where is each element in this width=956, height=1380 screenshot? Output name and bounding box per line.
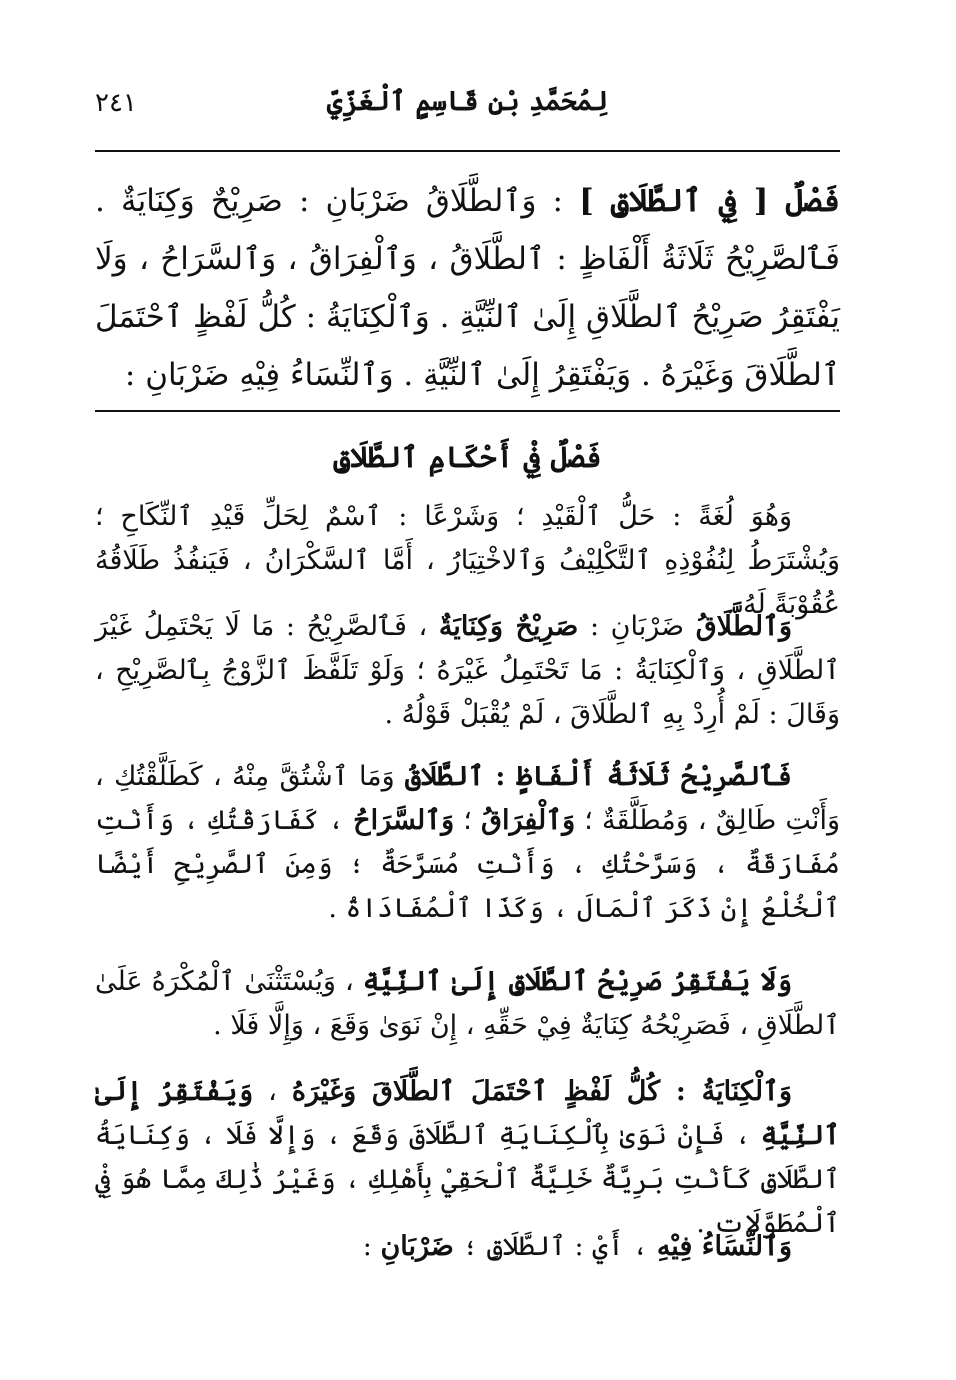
- paragraph-text: ، كَفَارَقْتُكِ ، وَأَنْتِ مُفَارَقَةٌ ، وَسَرَّحْتُكِ ، وَأَنْتِ مُسَرَّحَةٌ ؛ وَمِنَ ٱلصَّرِيْحِ أَيْضًا ٱلْخُلْعُ إِنْ ذَكَرَ ٱلْمَالَ ، وَكَذَا ٱلْمُفَادَاةُ .: [95, 805, 840, 924]
- matn-quote: وَٱلْكِنَايَةُ : كُلُّ لَفْظٍ ٱحْتَمَلَ ٱلطَّلَاقَ وَغَيْرَهُ: [291, 1076, 792, 1107]
- matn-quote: وَيَفْتَقِرُ إِلَىٰ ٱلنِّيَّةِ: [95, 1076, 840, 1151]
- page-header: [95, 82, 840, 132]
- matn-quote: وَٱلْفِرَاقُ: [481, 805, 576, 836]
- matn-quote: وَٱلطَّلَاقُ: [695, 611, 792, 642]
- header-rule: [95, 150, 840, 152]
- matn-quote: وَٱلنِّسَاءُ فِيْهِ: [656, 1231, 792, 1262]
- commentary-paragraph-2: [95, 605, 840, 737]
- matn-quote: وَٱلسَّرَاحُ: [353, 805, 455, 836]
- paragraph-text: ، فَإِنْ نَوَىٰ بِٱلْكِنَايَةِ ٱلطَّلَاقَ وَقَعَ ، وَإِلَّا فَلَا ، وَكِنَايَةُ ٱلطَّلَاقِ كَأَنْتِ بَرِيَّةٌ خَلِيَّةٌ ٱلْحَقِيْ بِأَهْلِكِ ، وَغَيْرُ ذَٰلِكَ مِمَّا هُوَ فِيْ ٱلْمُطَوَّلَاتِ .: [95, 1120, 840, 1239]
- page-number: ٢٤١: [95, 88, 137, 118]
- paragraph-text: وَمَا ٱشْتُقَّ مِنْهُ ، كَطَلَّقْتُكِ ، وَأَنْتِ طَالِقٌ ، وَمُطَلَّقَةٌ ؛: [95, 761, 840, 836]
- commentary-paragraph-6: [95, 1225, 840, 1269]
- matn-body: : وَٱلطَّلَاقُ ضَرْبَانِ : صَرِيْحٌ وَكِنَايَةٌ . فَٱلصَّرِيْحُ ثَلَاثَةُ أَلْفَاظٍ : ٱلطَّلَاقُ ، وَٱلْفِرَاقُ ، وَٱلسَّرَاحُ ، وَلَا يَفْتَقِرُ صَرِيْحُ ٱلطَّلَاقِ إِلَىٰ ٱلنِّيَّةِ . وَٱلْكِنَايَةُ : كُلُّ لَفْظٍ ٱحْتَمَلَ ٱلطَّلَاقَ وَغَيْرَهُ . وَيَفْتَقِرُ إِلَىٰ ٱلنِّيَّةِ . وَٱلنِّسَاءُ فِيْهِ ضَرْبَانِ :: [95, 183, 840, 393]
- paragraph-text: ؛: [454, 805, 482, 836]
- paragraph-text: وَهُوَ لُغَةً : حَلُّ ٱلْقَيْدِ ؛ وَشَرْعًا : ٱسْمٌ لِحَلِّ قَيْدِ ٱلنِّكَاحِ ؛ وَيُشْتَرَطُ لِنُفُوْذِهِ ٱلتَّكْلِيْفُ وَٱلاخْتِيَارُ ، أَمَّا ٱلسَّكْرَانُ ، فَيَنفُذُ طَلَاقُهُ عُقُوْبَةً لَهُ .: [95, 501, 840, 620]
- matn-quote: فَٱلصَّرِيْحُ ثَلَاثَةُ أَلْفَاظٍ : ٱلطَّلَاقُ: [405, 761, 792, 792]
- section-heading: فَصْلٌ فِيْ أَحْكَامِ ٱلطَّلَاقِ: [333, 440, 602, 474]
- matn-quote: وَلَا يَفْتَقِرُ صَرِيْحُ ٱلطَّلَاقِ إِلَىٰ ٱلنِّيَّةِ: [362, 966, 793, 997]
- paragraph-text: :: [362, 1231, 381, 1262]
- paragraph-text: ، وَيُسْتَثْنَىٰ ٱلْمُكْرَهُ عَلَىٰ ٱلطَّلَاقِ ، فَصَرِيْحُهُ كِنَايَةٌ فِيْ حَقِّهِ ، إِنْ نَوَىٰ وَقَعَ ، وَإِلَّا فَلَا .: [95, 966, 840, 1041]
- matn-heading: فَصْلٌ [ فِي ٱلطَّلَاقِ ]: [579, 183, 840, 219]
- matn-quote: صَرِيْحٌ وَكِنَايَةٌ: [438, 611, 579, 642]
- paragraph-text: ، فَٱلصَّرِيْحُ : مَا لَا يَحْتَمِلُ غَيْرَ ٱلطَّلَاقِ ، وَٱلْكِنَايَةُ : مَا تَحْتَمِلُ غَيْرَهُ ؛ وَلَوْ تَلَفَّظَ ٱلزَّوْجُ بِٱلصَّرِيْحِ ، وَقَالَ : لَمْ أُرِدْ بِهِ ٱلطَّلَاقَ ، لَمْ يُقْبَلْ قَوْلُهُ .: [95, 611, 840, 730]
- commentary-paragraph-3: [95, 755, 840, 931]
- matn-separator-rule: [95, 410, 840, 412]
- paragraph-text: ضَرْبَانِ :: [578, 611, 696, 642]
- running-title: لِمُحَمَّدِ بْنِ قَاسِمٍ ٱلْغَزِّيِّ: [326, 86, 609, 117]
- matn-quote: ضَرْبَانِ: [380, 1231, 454, 1262]
- commentary-paragraph-5: [95, 1070, 840, 1246]
- paragraph-text: ،: [253, 1076, 292, 1107]
- commentary-paragraph-4: [95, 960, 840, 1048]
- paragraph-text: ، أَيْ : ٱلطَّلَاقِ ؛: [453, 1231, 657, 1262]
- matn-text-block: [95, 172, 840, 404]
